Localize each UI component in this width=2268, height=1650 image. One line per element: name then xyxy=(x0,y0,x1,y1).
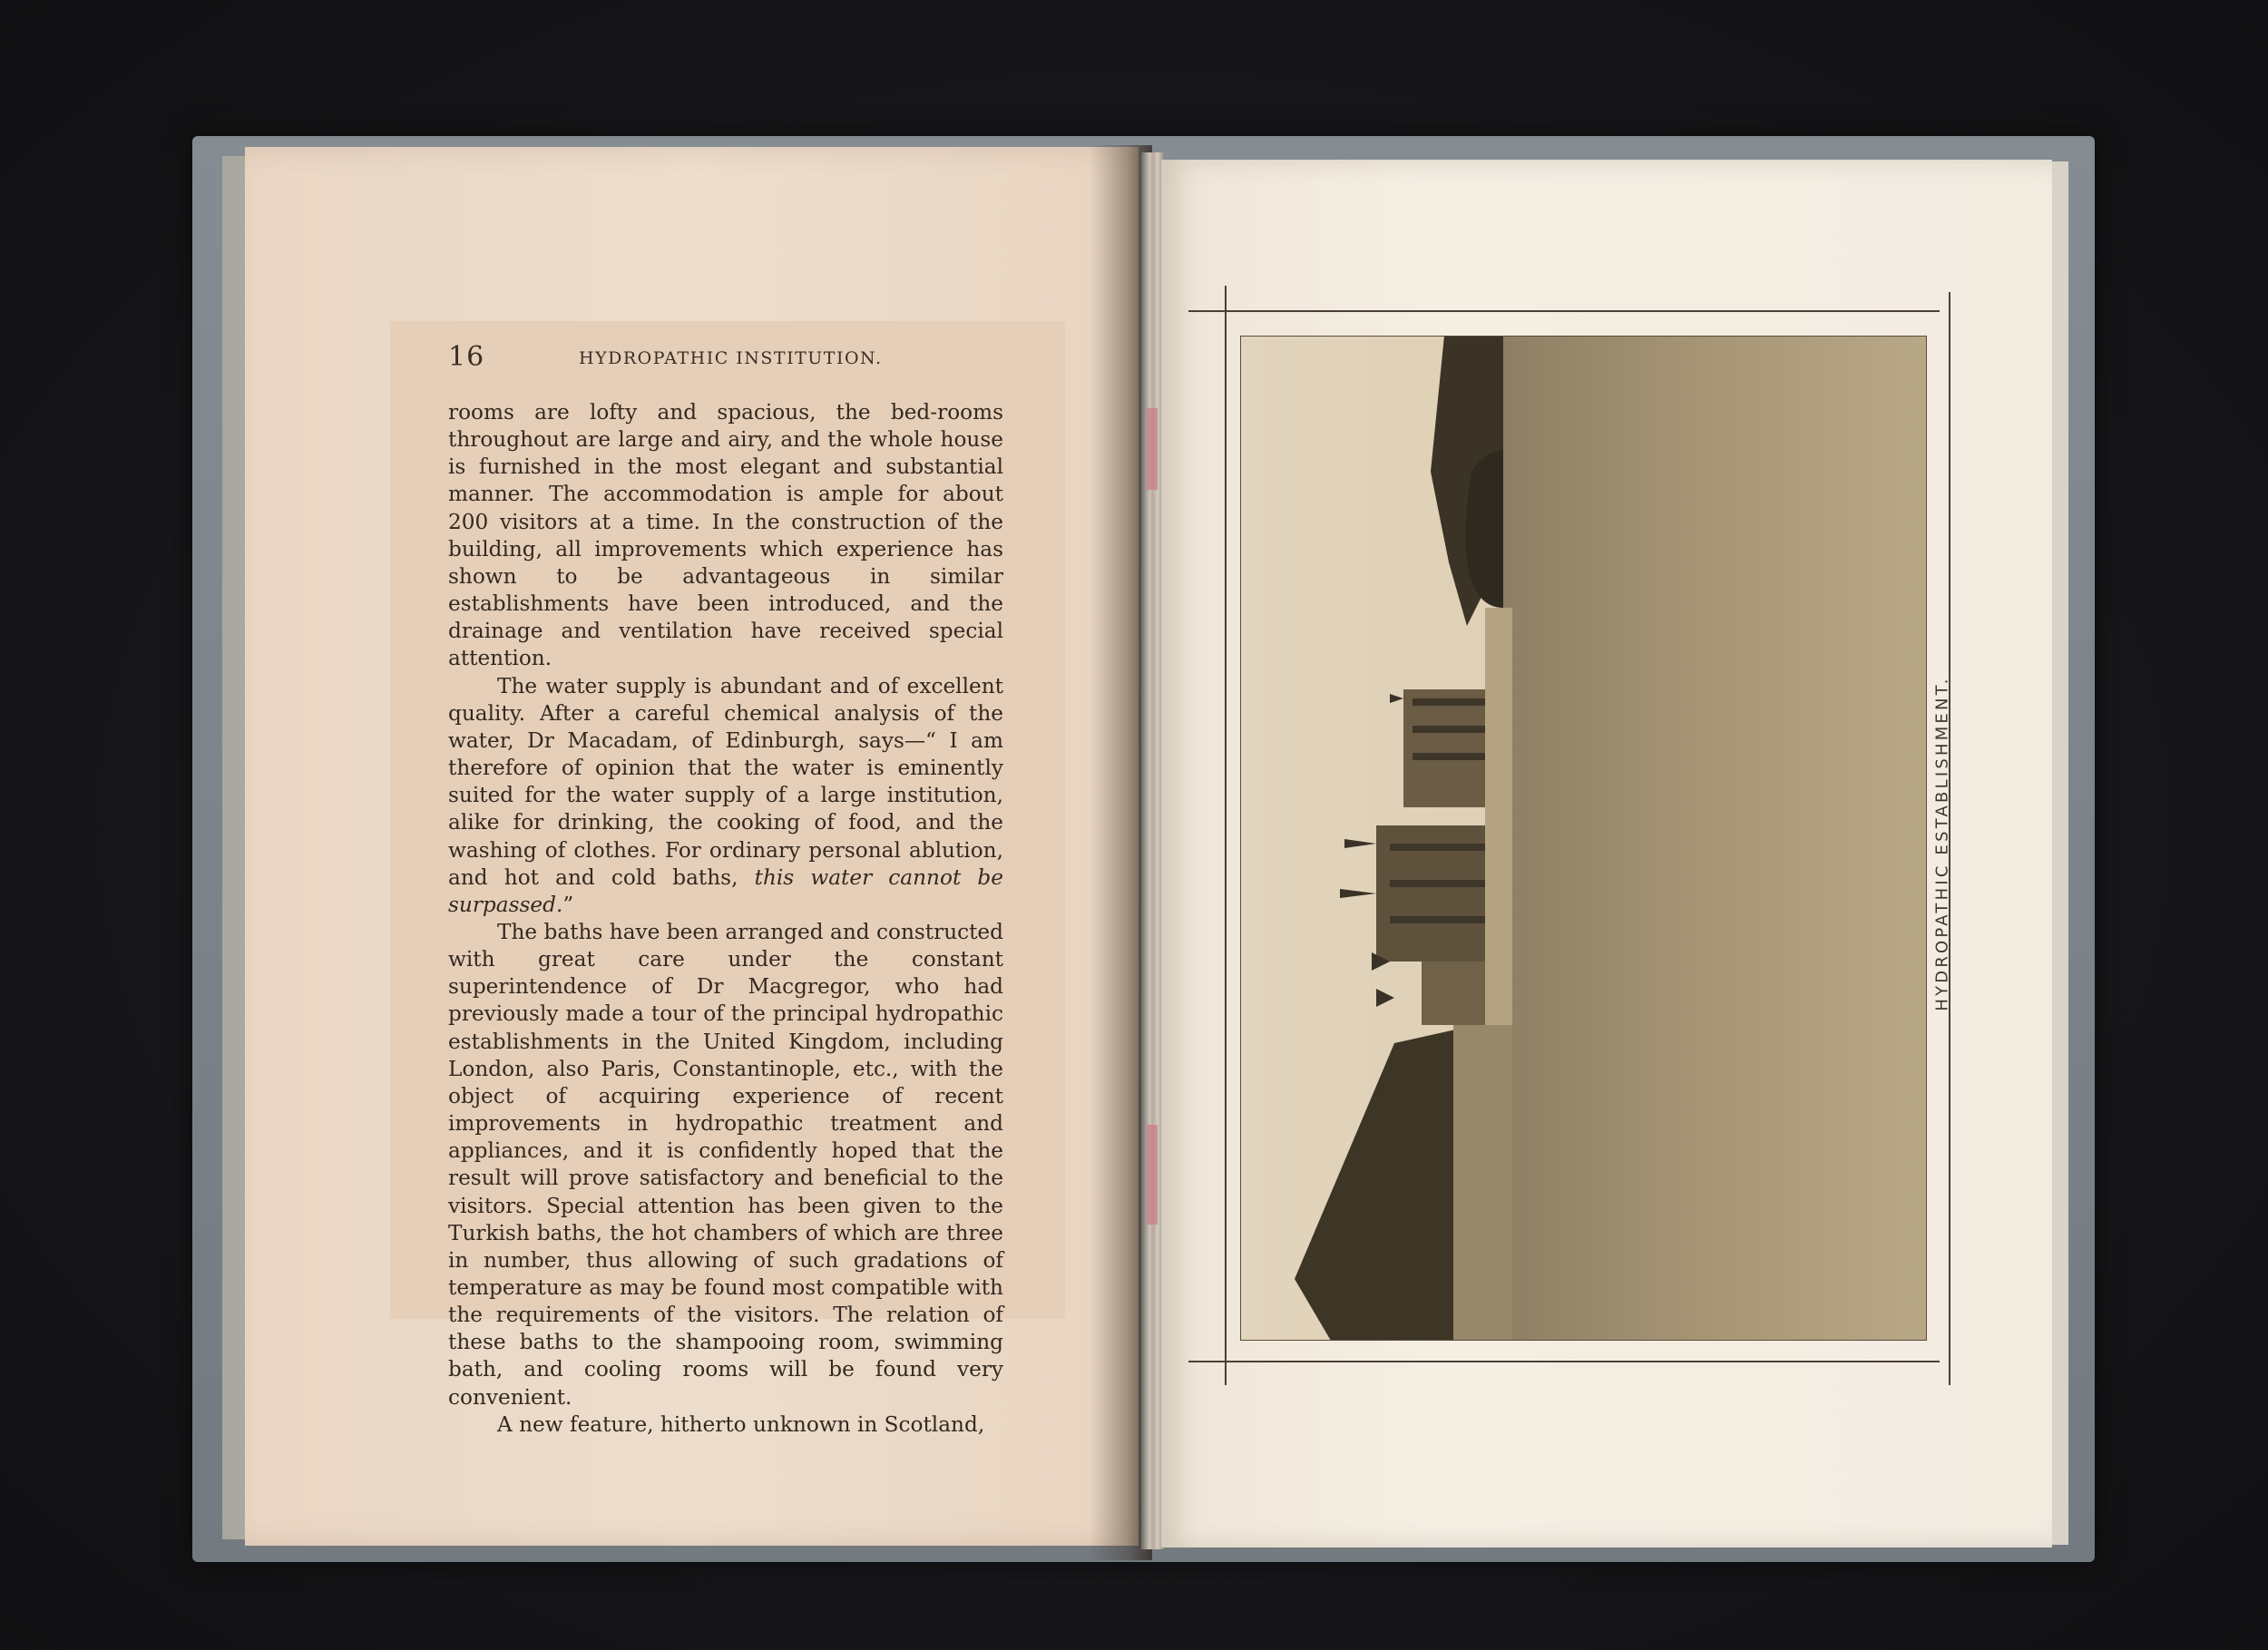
spine-red-mark xyxy=(1147,1125,1158,1225)
spine-red-mark xyxy=(1147,408,1158,490)
paragraph-2-close-quote: ” xyxy=(562,892,574,917)
bottom-rule xyxy=(1188,1361,1940,1362)
photograph-image xyxy=(1240,336,1927,1341)
caption-text: HYDROPATHIC ESTABLISHMENT. xyxy=(1932,676,1952,1011)
mounted-photograph xyxy=(1240,336,1927,1341)
left-rule xyxy=(1225,286,1227,1385)
paragraph-1: rooms are lofty and spacious, the bed-rooms throughout are large and airy, and the whole house is furnished in the most elegant and substantial manner. The accommodation is ample for about 200 visitors at a time. In the construction of the building, all improvements which experience has shown to be advantageous in similar establishments have been introduced, and the drainage and ventilation have received special attention. xyxy=(448,400,1003,671)
paragraph-2 xyxy=(448,673,1003,919)
running-head xyxy=(448,341,1007,374)
paragraph-2-text: The water supply is abundant and of excellent quality. After a careful chemical analysis of the water, Dr Macadam, of Edinburgh, says—“ I am therefore of opinion that the water is eminently suited for the water supply of a large institution, alike for drinking, the cooking of food, and the washing of clothes. For ordinary personal ablution, and hot and cold baths, xyxy=(448,673,1003,890)
body-text xyxy=(448,399,1003,1439)
top-rule xyxy=(1188,310,1940,312)
running-head-title: HYDROPATHIC INSTITUTION. xyxy=(579,348,883,368)
paragraph-2-italic: this water cannot be surpassed. xyxy=(448,864,1003,917)
paragraph-3: The baths have been arranged and constructed with great care under the constant superintendence of Dr Macgregor, who had previously made a tour of the principal hydropathic establishments in the United Kingdom, including London, also Paris, Constantinople, etc., with the object of acquiring experience of recent improvements in hydropathic treatment and appliances, and it is confidently hoped that the result will prove satisfactory and beneficial to the visitors. Special attention has been given to the Turkish baths, the hot chambers of which are three in number, thus allowing of such gradations of temperature as may be found most compatible with the requirements of the visitors. The relation of these baths to the shampooing room, swimming bath, and cooling rooms will be found very convenient. xyxy=(448,919,1003,1410)
page-number: 16 xyxy=(448,341,485,373)
paragraph-4: A new feature, hitherto unknown in Scotland, xyxy=(497,1411,985,1437)
photo-caption xyxy=(1924,662,1960,1025)
